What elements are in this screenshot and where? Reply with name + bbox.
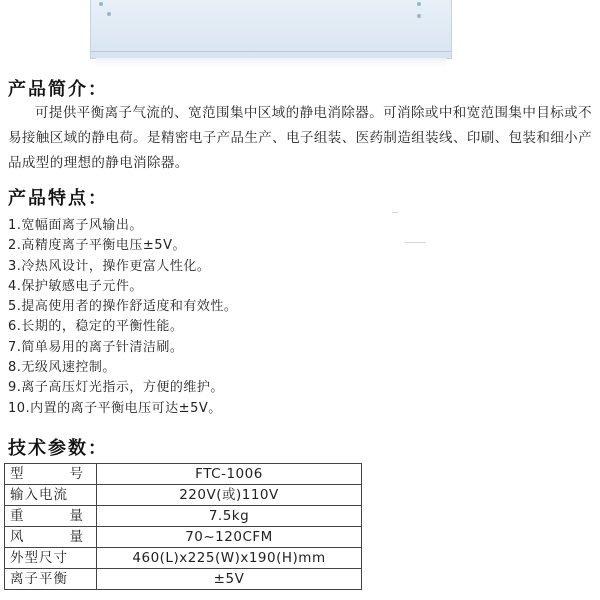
decorative-mark bbox=[404, 242, 426, 243]
feature-item: 9.离子高压灯光指示，方便的维护。 bbox=[8, 380, 224, 396]
feature-item: 6.长期的，稳定的平衡性能。 bbox=[8, 319, 184, 335]
spec-label-part: 风 bbox=[10, 529, 25, 545]
photo-shadow bbox=[96, 58, 446, 68]
spec-label-part: 量 bbox=[69, 508, 84, 524]
screw-hole bbox=[417, 2, 421, 6]
feature-item: 1.宽幅面离子风输出。 bbox=[8, 218, 143, 233]
spec-value-airflow: 70~120CFM bbox=[97, 527, 362, 548]
spec-label-part: 量 bbox=[69, 529, 84, 545]
screw-hole bbox=[417, 14, 421, 18]
features-list bbox=[8, 216, 237, 419]
spec-label-part: 型 bbox=[10, 466, 25, 482]
specs-heading: 技术参数： bbox=[8, 438, 108, 459]
table-row bbox=[5, 569, 362, 590]
feature-item: 4.保护敏感电子元件。 bbox=[8, 278, 143, 294]
spec-value-ion-balance: ±5V bbox=[97, 569, 362, 590]
spec-value-model: FTC-1006 bbox=[97, 464, 362, 485]
decorative-mark bbox=[392, 212, 398, 213]
spec-value-weight: 7.5kg bbox=[97, 506, 362, 527]
spec-label-input-current: 输入电流 bbox=[5, 485, 97, 506]
spec-label-ion-balance: 离子平衡 bbox=[5, 569, 97, 590]
table-row bbox=[5, 527, 362, 548]
photo-edge-line bbox=[91, 51, 451, 52]
spec-label-part: 号 bbox=[69, 466, 84, 482]
feature-item: 10.内置的离子平衡电压可达±5V。 bbox=[8, 400, 222, 416]
screw-hole bbox=[99, 2, 103, 6]
feature-item: 3.冷热风设计，操作更富人性化。 bbox=[8, 258, 211, 274]
table-row bbox=[5, 464, 362, 485]
spec-value-dimensions: 460(L)x225(W)x190(H)mm bbox=[97, 548, 362, 569]
features-heading: 产品特点： bbox=[8, 188, 108, 209]
feature-item: 8.无级风速控制。 bbox=[8, 360, 116, 376]
specs-table bbox=[4, 463, 362, 590]
feature-item: 7.简单易用的离子针清洁刷。 bbox=[8, 339, 184, 355]
feature-item: 5.提高使用者的操作舒适度和有效性。 bbox=[8, 299, 238, 315]
spec-label-airflow bbox=[5, 527, 97, 548]
screw-hole bbox=[107, 12, 111, 16]
intro-heading: 产品简介： bbox=[8, 79, 108, 100]
feature-item: 2.高精度离子平衡电压±5V。 bbox=[8, 238, 186, 254]
table-row bbox=[5, 485, 362, 506]
table-row bbox=[5, 548, 362, 569]
intro-paragraph: 可提供平衡离子气流的、宽范围集中区域的静电消除器。可消除或中和宽范围集中目标或不易接触区域的静电荷。是精密电子产品生产、电子组装、医药制造组装线、印刷、包装和细小产品成型的理想的静电消除器。 bbox=[8, 105, 592, 171]
table-row bbox=[5, 506, 362, 527]
product-photo bbox=[90, 0, 452, 59]
spec-label-model bbox=[5, 464, 97, 485]
spec-label-dimensions: 外型尺寸 bbox=[5, 548, 97, 569]
spec-label-weight bbox=[5, 506, 97, 527]
spec-label-part: 重 bbox=[10, 508, 25, 524]
spec-value-input-current: 220V(或)110V bbox=[97, 485, 362, 506]
